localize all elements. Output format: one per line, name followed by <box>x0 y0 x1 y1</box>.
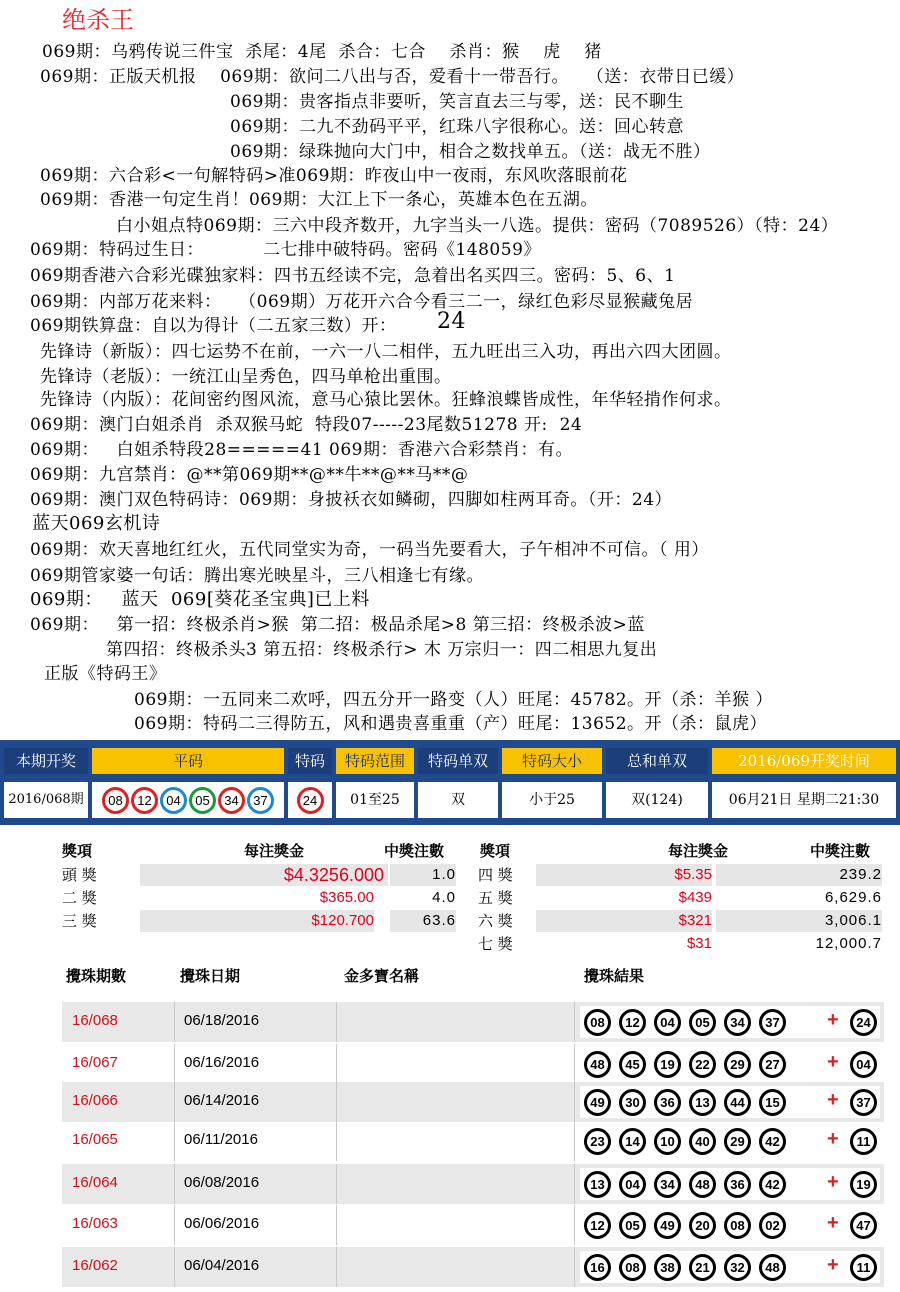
prize-amount: $321 <box>536 910 712 932</box>
ball: 37 <box>759 1009 786 1036</box>
prize-header-count: 中獎注數 <box>384 842 445 860</box>
ball: 49 <box>654 1212 681 1239</box>
text-line: 069期：贵客指点非要听，笑言直去三与零，送：民不聊生 <box>230 92 684 112</box>
ball: 05 <box>189 787 216 814</box>
header-special-range: 特码范围 <box>336 748 414 774</box>
ball: 21 <box>689 1254 716 1281</box>
prize-header-count: 中獎注數 <box>810 842 871 860</box>
table-row <box>62 1121 884 1161</box>
divider <box>574 1205 575 1245</box>
row-period: 16/064 <box>72 1174 118 1191</box>
ball: 08 <box>102 787 129 814</box>
special-ball: 11 <box>850 1128 877 1155</box>
text-line: 069期： 白姐杀特段28=====41 069期：香港六合彩禁肖：有。 <box>30 440 573 460</box>
row-result-balls <box>580 1006 880 1038</box>
ball: 12 <box>131 787 158 814</box>
ball: 45 <box>619 1051 646 1078</box>
prize-name: 頭 獎 <box>62 866 97 884</box>
prize-header-name: 獎項 <box>62 842 93 860</box>
text-line: 先锋诗（老版）：一统江山呈秀色，四马单枪出重围。 <box>40 367 452 387</box>
text-line: 069期管家婆一句话：腾出寒光映星斗，三八相逢七有缘。 <box>30 566 484 586</box>
ball: 27 <box>759 1051 786 1078</box>
ball: 02 <box>759 1212 786 1239</box>
text-line: 069期：正版天机报 069期：欲问二八出与否，爱看十一带吾行。 （送：衣带日已缓） <box>40 67 745 87</box>
divider <box>336 1164 337 1204</box>
header-special-number: 特码 <box>288 748 332 774</box>
divider <box>336 1044 337 1084</box>
ball: 20 <box>689 1212 716 1239</box>
prize-amount: $31 <box>686 935 712 952</box>
prize-amount: $4.3256.000 <box>140 864 388 886</box>
ball: 15 <box>759 1089 786 1116</box>
ball: 34 <box>654 1171 681 1198</box>
prize-amount: $120.700 <box>140 910 374 932</box>
text-line: 069期：澳门白姐杀肖 杀双猴马蛇 特段07-----23尾数51278 开: 24 <box>30 415 583 435</box>
text-line: 正版《特码王》 <box>44 664 167 684</box>
text-line: 069期：特码二三得防五，风和遇贵喜重重（产）旺尾：13652。开（杀：鼠虎） <box>134 714 768 734</box>
divider <box>574 1121 575 1161</box>
draw-result-table <box>0 740 900 825</box>
ball: 04 <box>160 787 187 814</box>
prize-row <box>476 910 884 932</box>
special-ball: 24 <box>850 1009 877 1036</box>
row-period: 16/066 <box>72 1092 118 1109</box>
ball: 48 <box>759 1254 786 1281</box>
prize-row <box>62 887 458 909</box>
ball: 49 <box>584 1089 611 1116</box>
ball: 34 <box>724 1009 751 1036</box>
plus-icon: + <box>827 1128 839 1150</box>
table-row <box>62 1044 884 1084</box>
highlight-number: 24 <box>437 309 466 334</box>
ball: 08 <box>584 1009 611 1036</box>
ball: 05 <box>619 1212 646 1239</box>
plus-icon: + <box>827 1009 839 1031</box>
prize-count: 3,006.1 <box>716 910 882 932</box>
row-result-balls <box>580 1125 880 1157</box>
prize-row <box>476 864 884 886</box>
special-range: 01至25 <box>336 782 414 818</box>
ball: 04 <box>619 1171 646 1198</box>
row-result-balls <box>580 1168 880 1200</box>
ball: 29 <box>724 1051 751 1078</box>
text-line: 069期：绿珠抛向大门中，相合之数找单五。（送：战无不胜） <box>230 142 711 162</box>
ball: 08 <box>724 1212 751 1239</box>
divider <box>336 1082 337 1122</box>
ball: 22 <box>689 1051 716 1078</box>
ball: 36 <box>724 1171 751 1198</box>
prize-count: 4.0 <box>432 889 456 906</box>
special-odd-even: 双 <box>418 782 498 818</box>
header-next-draw-time: 2016/069开奖时间 <box>712 748 896 774</box>
table-row <box>62 1205 884 1245</box>
prize-name: 三 獎 <box>62 912 97 930</box>
ball: 38 <box>654 1254 681 1281</box>
divider <box>574 1247 575 1287</box>
text-line: 069期铁算盘：自以为得计（二五家三数）开： <box>30 316 397 336</box>
section-heading: 蓝天069玄机诗 <box>32 513 161 534</box>
prize-amount: $365.00 <box>319 889 374 906</box>
text-line: 069期：九宫禁肖：@**第069期**@**牛**@**马**@ <box>30 465 469 485</box>
row-date: 06/14/2016 <box>184 1092 260 1109</box>
divider <box>574 1044 575 1084</box>
text-line: 069期：内部万花来料： （069期）万花开六合今看三二一，绿红色彩尽显猴藏兔居 <box>30 292 694 312</box>
header-special-odd-even: 特码单双 <box>418 748 498 774</box>
ball: 05 <box>689 1009 716 1036</box>
table-row <box>62 1082 884 1122</box>
table-row <box>62 1002 884 1042</box>
special-ball: 11 <box>850 1254 877 1281</box>
text-line: 第四招：终极杀头3 第五招：终极杀行> 木 万宗归一：四二相思九复出 <box>106 640 658 660</box>
row-result-balls <box>580 1209 880 1241</box>
special-ball: 37 <box>850 1089 877 1116</box>
ball: 48 <box>584 1051 611 1078</box>
ball: 36 <box>654 1089 681 1116</box>
divider <box>574 1082 575 1122</box>
divider <box>174 1164 175 1204</box>
text-line: 069期：特码过生日： 二七排中破特码。密码《148059》 <box>30 240 541 260</box>
header-current-draw: 本期开奖 <box>4 748 88 774</box>
divider <box>336 1002 337 1042</box>
row-period: 16/067 <box>72 1054 118 1071</box>
text-line: 069期：六合彩<一句解特码>准069期：昨夜山中一夜雨，东风吹落眼前花 <box>40 166 628 186</box>
history-header-date: 攪珠日期 <box>180 967 241 985</box>
divider <box>574 1002 575 1042</box>
page-title: 绝杀王 <box>62 6 134 34</box>
ball: 34 <box>218 787 245 814</box>
ball: 13 <box>584 1171 611 1198</box>
ball: 40 <box>689 1128 716 1155</box>
prize-header-amount: 每注獎金 <box>244 842 305 860</box>
prize-name: 四 獎 <box>478 866 513 884</box>
plus-icon: + <box>827 1254 839 1276</box>
prize-name: 七 獎 <box>478 935 513 953</box>
header-sum-odd-even: 总和单双 <box>606 748 708 774</box>
divider <box>174 1121 175 1161</box>
row-date: 06/06/2016 <box>184 1215 260 1232</box>
next-draw-time: 06月21日 星期二21:30 <box>712 782 896 818</box>
ball: 32 <box>724 1254 751 1281</box>
text-line: 先锋诗（内版）：花间密约图风流，意马心猿比罢休。狂蜂浪蝶皆成性，年华轻掯作何求。 <box>40 390 732 410</box>
row-date: 06/18/2016 <box>184 1012 260 1029</box>
special-ball: 19 <box>850 1171 877 1198</box>
prize-name: 二 獎 <box>62 889 97 907</box>
ball: 12 <box>584 1212 611 1239</box>
plus-icon: + <box>827 1089 839 1111</box>
divider <box>174 1002 175 1042</box>
divider <box>574 1164 575 1204</box>
text-line: 069期：二九不劲码平平，红珠八字很称心。送：回心转意 <box>230 117 684 137</box>
plus-icon: + <box>827 1051 839 1073</box>
prize-count: 239.2 <box>716 864 882 886</box>
ball: 23 <box>584 1128 611 1155</box>
text-line: 069期香港六合彩光碟独家料：四书五经读不完，急着出名买四三。密码：5、6、1 <box>30 266 676 286</box>
row-date: 06/08/2016 <box>184 1174 260 1191</box>
text-line: 069期：澳门双色特码诗：069期：身披袄衣如鳞砌，四脚如柱两耳奇。（开：24） <box>30 490 673 510</box>
row-result-balls <box>580 1048 880 1080</box>
prize-header-name: 獎項 <box>480 842 511 860</box>
row-period: 16/068 <box>72 1012 118 1029</box>
text-line: 069期：一五同来二欢呼，四五分开一路变（人）旺尾：45782。开（杀：羊猴 ） <box>134 690 773 710</box>
text-line: 069期： 蓝天 069[葵花圣宝典]已上料 <box>30 589 370 610</box>
ball: 10 <box>654 1128 681 1155</box>
plus-icon: + <box>827 1171 839 1193</box>
prize-name: 五 獎 <box>478 889 513 907</box>
prize-name: 六 獎 <box>478 912 513 930</box>
ball: 04 <box>654 1009 681 1036</box>
row-date: 06/16/2016 <box>184 1054 260 1071</box>
divider <box>336 1205 337 1245</box>
ball: 14 <box>619 1128 646 1155</box>
text-line: 069期：欢天喜地红红火，五代同堂实为奇，一码当先要看大，子午相冲不可信。（ 用） <box>30 540 709 560</box>
row-period: 16/065 <box>72 1131 118 1148</box>
draw-period: 2016/068期 <box>4 782 88 818</box>
ball: 29 <box>724 1128 751 1155</box>
special-size: 小于25 <box>502 782 602 818</box>
text-line: 069期：香港一句定生肖！069期：大江上下一条心，英雄本色在五湖。 <box>40 190 598 210</box>
prize-row <box>62 910 458 932</box>
divider <box>174 1247 175 1287</box>
row-date: 06/04/2016 <box>184 1257 260 1274</box>
divider <box>336 1121 337 1161</box>
plus-icon: + <box>827 1212 839 1234</box>
row-period: 16/062 <box>72 1257 118 1274</box>
row-period: 16/063 <box>72 1215 118 1232</box>
prize-count: 1.0 <box>390 864 456 886</box>
prize-count: 12,000.7 <box>815 935 882 952</box>
history-header-result: 攪珠結果 <box>584 967 645 985</box>
row-result-balls <box>580 1086 880 1118</box>
text-line: 白小姐点特069期：三六中段齐数开，九字当头一八选。提供：密码（7089526）（特：24） <box>116 216 839 236</box>
prize-amount: $5.35 <box>536 864 712 886</box>
text-line: 069期：乌鸦传说三件宝 杀尾：4尾 杀合：七合 杀肖：猴 虎 猪 <box>42 42 602 62</box>
table-row <box>62 1164 884 1204</box>
row-date: 06/11/2016 <box>184 1131 258 1148</box>
history-header-name: 金多寶名稱 <box>344 967 420 985</box>
header-regular-numbers: 平码 <box>92 748 284 774</box>
regular-numbers <box>92 782 284 818</box>
prize-header-amount: 每注獎金 <box>668 842 729 860</box>
text-line: 先锋诗（新版）：四七运势不在前，一六一八二相伴，五九旺出三入功，再出六四大团圆。 <box>40 342 732 362</box>
ball: 16 <box>584 1254 611 1281</box>
text-line: 069期： 第一招：终极杀肖>猴 第二招：极品杀尾>8 第三招：终极杀波>蓝 <box>30 615 645 635</box>
ball: 12 <box>619 1009 646 1036</box>
row-result-balls <box>580 1251 880 1283</box>
special-number <box>288 782 332 818</box>
ball: 08 <box>619 1254 646 1281</box>
special-ball: 04 <box>850 1051 877 1078</box>
divider <box>174 1205 175 1245</box>
divider <box>174 1044 175 1084</box>
header-special-size: 特码大小 <box>502 748 602 774</box>
ball: 48 <box>689 1171 716 1198</box>
ball: 37 <box>247 787 274 814</box>
divider <box>336 1247 337 1287</box>
table-row <box>62 1247 884 1287</box>
history-header-period: 攪珠期數 <box>66 967 127 985</box>
sum-odd-even: 双(124) <box>606 782 708 818</box>
ball: 24 <box>297 787 324 814</box>
prize-count: 63.6 <box>390 910 456 932</box>
ball: 42 <box>759 1171 786 1198</box>
ball: 30 <box>619 1089 646 1116</box>
prize-row <box>476 887 884 909</box>
special-ball: 47 <box>850 1212 877 1239</box>
divider <box>174 1082 175 1122</box>
ball: 44 <box>724 1089 751 1116</box>
prize-row <box>476 933 884 955</box>
ball: 13 <box>689 1089 716 1116</box>
ball: 19 <box>654 1051 681 1078</box>
ball: 42 <box>759 1128 786 1155</box>
prize-amount: $439 <box>678 889 712 906</box>
prize-count: 6,629.6 <box>824 889 882 906</box>
prize-row <box>62 864 458 886</box>
